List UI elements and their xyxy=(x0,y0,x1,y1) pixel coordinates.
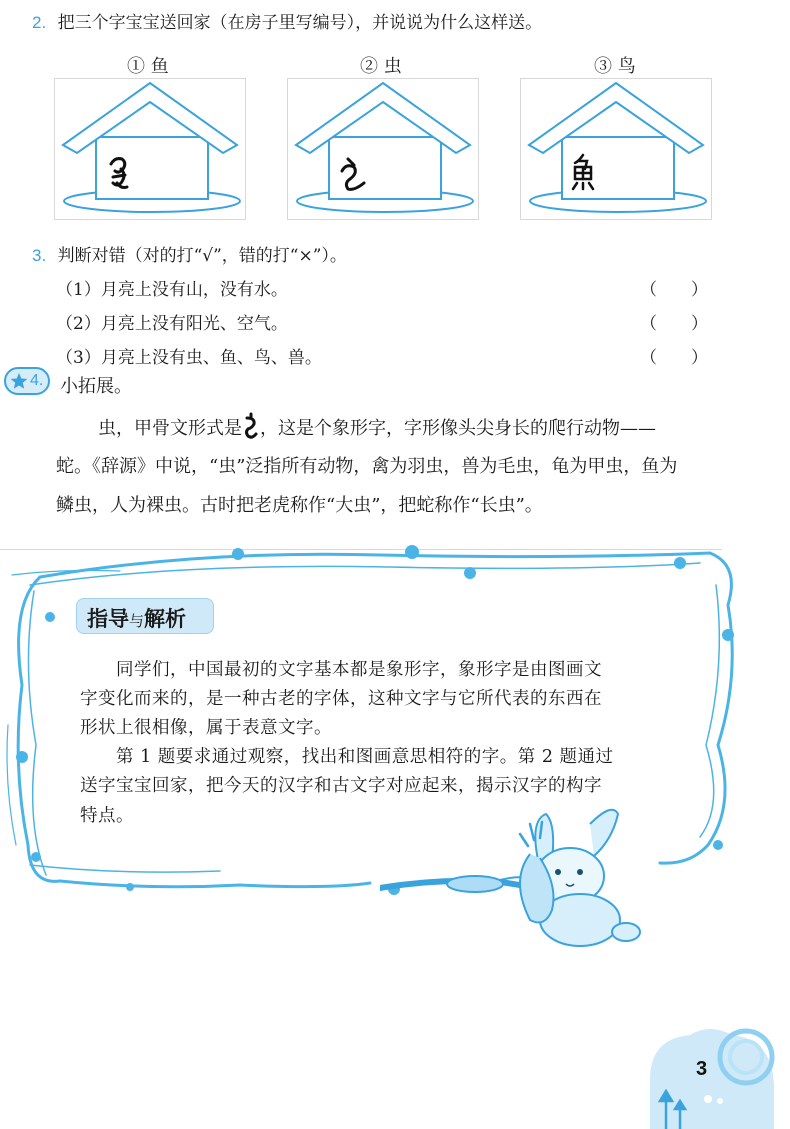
house-label-1: ① 鱼 xyxy=(127,56,169,77)
q4-para-line-2: 蛇。《辞源》中说，“虫”泛指所有动物，禽为羽虫，兽为毛虫，龟为甲虫，鱼为 xyxy=(56,456,678,477)
q4-title: 小拓展。 xyxy=(60,376,132,397)
guide-title-part-c: 解析 xyxy=(144,608,187,631)
star-icon xyxy=(10,372,28,390)
rabbit-icon xyxy=(520,810,640,946)
guide-line-3: 形状上很相像，属于表意文字。 xyxy=(80,718,332,738)
q3-text: 判断对错（对的打“√”，错的打“×”）。 xyxy=(57,246,347,266)
q2-text: 把三个字宝宝送回家（在房子里写编号），并说说为什么这样送。 xyxy=(57,13,543,33)
house-label-3: ③ 鸟 xyxy=(594,56,636,77)
house-3-drawing xyxy=(521,79,711,219)
guide-line-6: 特点。 xyxy=(80,806,134,826)
q4-star-badge xyxy=(4,367,50,395)
house-1-drawing xyxy=(55,79,245,219)
house-1[interactable] xyxy=(54,78,246,220)
oracle-worm-glyph-icon xyxy=(242,412,260,438)
q4-para-line-1 xyxy=(98,412,656,440)
q4-para-line-3: 鳞虫，人为裸虫。古时把老虎称作“大虫”，把蛇称作“长虫”。 xyxy=(56,495,543,516)
guide-line-4: 第 1 题要求通过观察，找出和图画意思相符的字。第 2 题通过 xyxy=(116,747,614,767)
q3-answer-1[interactable]: （ ） xyxy=(640,280,708,300)
q3-answer-2[interactable]: （ ） xyxy=(640,314,708,334)
q3-item-2: （2）月亮上没有阳光、空气。 xyxy=(56,314,288,334)
q3-number: 3. xyxy=(32,246,47,265)
guide-title-part-a: 指导 xyxy=(87,608,129,631)
q2-prompt xyxy=(32,8,542,33)
q2-number: 2. xyxy=(32,13,47,32)
page-number: 3 xyxy=(696,1058,708,1080)
house-2-drawing xyxy=(288,79,478,219)
q3-answer-3[interactable]: （ ） xyxy=(640,348,708,368)
q4-line1-start: 虫，甲骨文形式是 xyxy=(98,418,242,439)
rabbit-illustration xyxy=(380,800,660,950)
q3-prompt xyxy=(32,241,347,266)
house-label-2: ② 虫 xyxy=(360,56,402,77)
q4-line1-end: ，这是个象形字，字形像头尖身长的爬行动物—— xyxy=(260,418,656,439)
house-2[interactable] xyxy=(287,78,479,220)
guide-line-2: 字变化而来的，是一种古老的字体，这种文字与它所代表的东西在 xyxy=(80,689,602,709)
guide-title xyxy=(87,603,186,633)
q3-item-3: （3）月亮上没有虫、鱼、鸟、兽。 xyxy=(56,348,322,368)
guide-title-part-b: 与 xyxy=(129,613,145,630)
house-3[interactable] xyxy=(520,78,712,220)
q4-number: 4. xyxy=(30,372,44,389)
q3-item-1: （1）月亮上没有山，没有水。 xyxy=(56,280,288,300)
guide-line-1: 同学们，中国最初的文字基本都是象形字，象形字是由图画文 xyxy=(116,660,602,680)
page-corner-decoration xyxy=(650,1019,780,1129)
guide-title-badge xyxy=(76,598,214,634)
guide-line-5: 送字宝宝回家，把今天的汉字和古文字对应起来，揭示汉字的构字 xyxy=(80,776,602,796)
